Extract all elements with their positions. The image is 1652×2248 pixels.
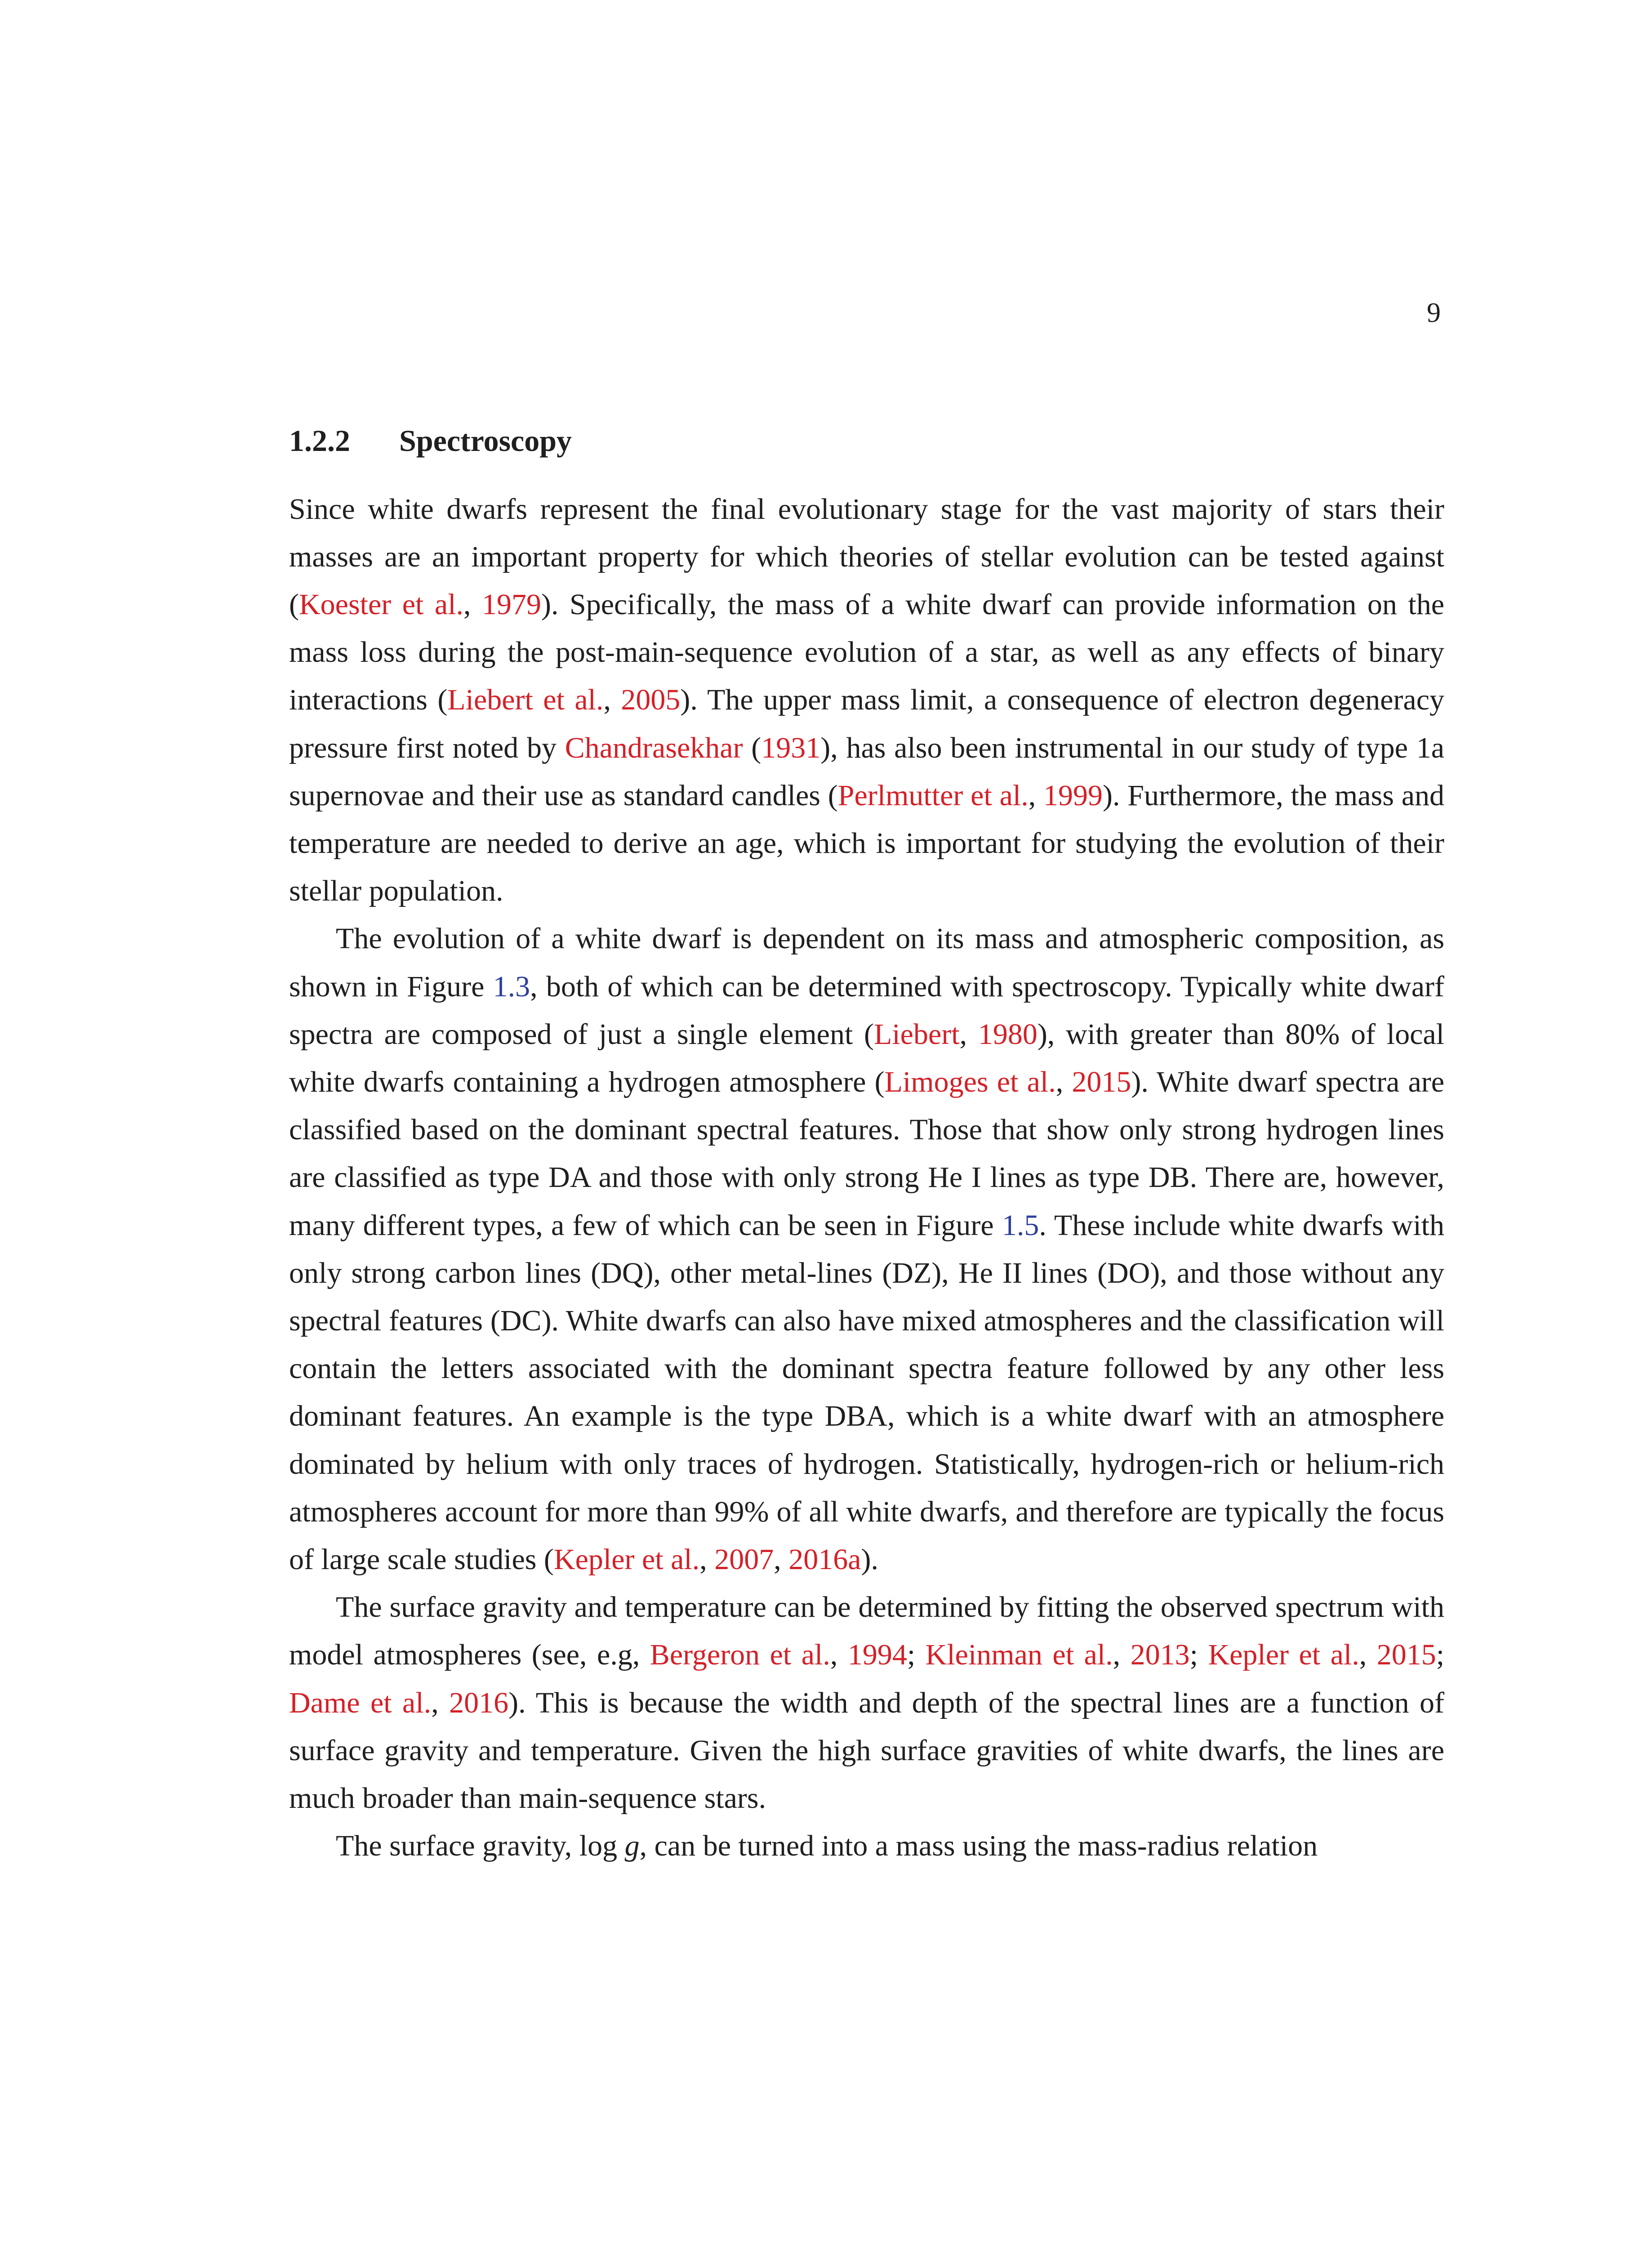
text-run: ). This is because the width and depth of the spectral lines are a function of surface gravity and temperature. Given the high surface gravities of white dwarfs, the lines are much broader than main-sequence stars. [289, 1686, 1444, 1815]
citation-link[interactable]: Kepler et al. [553, 1543, 700, 1576]
text-run: ). [861, 1543, 879, 1576]
text-run: ). Furthermore, the mass and temperature are needed to derive an age, which is important for studying the evolution of their stellar population. [289, 779, 1444, 908]
text-run: ), with greater than 80% of local white dwarfs containing a hydrogen atmosphere ( [289, 1017, 1445, 1099]
text-run: , can be turned into a mass using the mass-radius relation [639, 1829, 1318, 1863]
citation-link[interactable]: Bergeron et al. [650, 1638, 830, 1672]
text-run: ). White dwarf spectra are classified based on the dominant spectral features. Those that show only strong hydrogen lines are classified as type DA and those with only strong He I lines as type DB. There are, however, many different types, a few of which can be seen in Figure [289, 1066, 1445, 1242]
text-run: , [1028, 779, 1044, 812]
citation-link[interactable]: 1931 [761, 731, 821, 764]
citation-link[interactable]: 2016 [449, 1686, 509, 1719]
text-run: , [603, 683, 621, 717]
citation-link[interactable]: 1980 [978, 1017, 1038, 1051]
citation-link[interactable]: Kepler et al. [1208, 1638, 1359, 1672]
figure-reference-link[interactable]: 1.3 [493, 970, 530, 1003]
text-run: ), has also been instrumental in our study of type 1a supernovae and their use as standard candles ( [289, 731, 1444, 812]
citation-link[interactable]: 2016a [788, 1543, 861, 1576]
citation-link[interactable]: 2015 [1072, 1066, 1131, 1099]
citation-link[interactable]: Liebert et al. [447, 683, 604, 717]
figure-reference-link[interactable]: 1.5 [1002, 1209, 1039, 1242]
text-run: ; [1436, 1638, 1445, 1672]
text-run: The surface gravity and temperature can be determined by fitting the observed spectrum with model atmospheres (see, e.g, [289, 1591, 1444, 1672]
text-run: , [463, 588, 482, 621]
math-variable: g [624, 1829, 640, 1863]
citation-link[interactable]: Perlmutter et al. [837, 779, 1029, 812]
section-heading [289, 423, 1444, 459]
citation-link[interactable]: 1979 [482, 588, 542, 621]
citation-link[interactable]: Liebert [874, 1017, 960, 1051]
citation-link[interactable]: Kleinman et al. [925, 1638, 1113, 1672]
text-run: , [699, 1543, 715, 1576]
text-run: , [431, 1686, 450, 1719]
text-run: ). Specifically, the mass of a white dwarf can provide information on the mass loss during the post-main-sequence evolution of a star, as well as any effects of binary interactions ( [289, 588, 1444, 717]
text-run: , both of which can be determined with spectroscopy. Typically white dwarf spectra are composed of just a single element ( [289, 970, 1445, 1051]
paragraph-4 [289, 1822, 1444, 1870]
citation-link[interactable]: 2015 [1376, 1638, 1436, 1672]
section-title: Spectroscopy [399, 424, 572, 458]
citation-link[interactable]: 1994 [847, 1638, 907, 1672]
text-run: The surface gravity, log [336, 1829, 625, 1863]
text-run: , [830, 1638, 848, 1672]
paragraph-1 [289, 486, 1444, 915]
section-number: 1.2.2 [289, 424, 350, 458]
text-run: ; [907, 1638, 926, 1672]
citation-link[interactable]: Dame et al. [289, 1686, 432, 1719]
citation-link[interactable]: Chandrasekhar [565, 731, 743, 764]
citation-link[interactable]: 2007 [714, 1543, 774, 1576]
citation-link[interactable]: 2005 [621, 683, 681, 717]
page-number: 9 [1427, 298, 1441, 328]
citation-link[interactable]: 1999 [1043, 779, 1103, 812]
paragraph-3 [289, 1583, 1444, 1822]
text-run: Since white dwarfs represent the final evolutionary stage for the vast majority of stars their masses are an important property for which theories of stellar evolution can be tested against ( [289, 492, 1444, 621]
paragraph-2 [289, 915, 1444, 1583]
citation-link[interactable]: 2013 [1130, 1638, 1190, 1672]
main-text [289, 423, 1444, 1870]
text-run: . These include white dwarfs with only strong carbon lines (DQ), other metal-lines (DZ), He II lines (DO), and those without any spectral features (DC). White dwarfs can also have mixed atmospheres and the classification will contain the letters associated with the dominant spectra feature followed by any other less dominant features. An example is the type DBA, which is a white dwarf with an atmosphere dominated by helium with only traces of hydrogen. Statistically, hydrogen-rich or helium-rich atmospheres account for more than 99% of all white dwarfs, and therefore are typically the focus of large scale studies ( [289, 1209, 1444, 1576]
text-run: ). The upper mass limit, a consequence of electron degeneracy pressure first noted by [289, 683, 1444, 764]
text-run: ( [743, 731, 761, 764]
text-run: The evolution of a white dwarf is dependent on its mass and atmospheric composition, as shown in Figure [289, 922, 1444, 1003]
text-run: , [1359, 1638, 1377, 1672]
text-run: , [1055, 1066, 1072, 1099]
citation-link[interactable]: Koester et al. [298, 588, 464, 621]
text-run: ; [1189, 1638, 1208, 1672]
citation-link[interactable]: Limoges et al. [884, 1066, 1056, 1099]
text-run: , [774, 1543, 789, 1576]
text-run: , [1113, 1638, 1131, 1672]
text-run: , [959, 1017, 978, 1051]
